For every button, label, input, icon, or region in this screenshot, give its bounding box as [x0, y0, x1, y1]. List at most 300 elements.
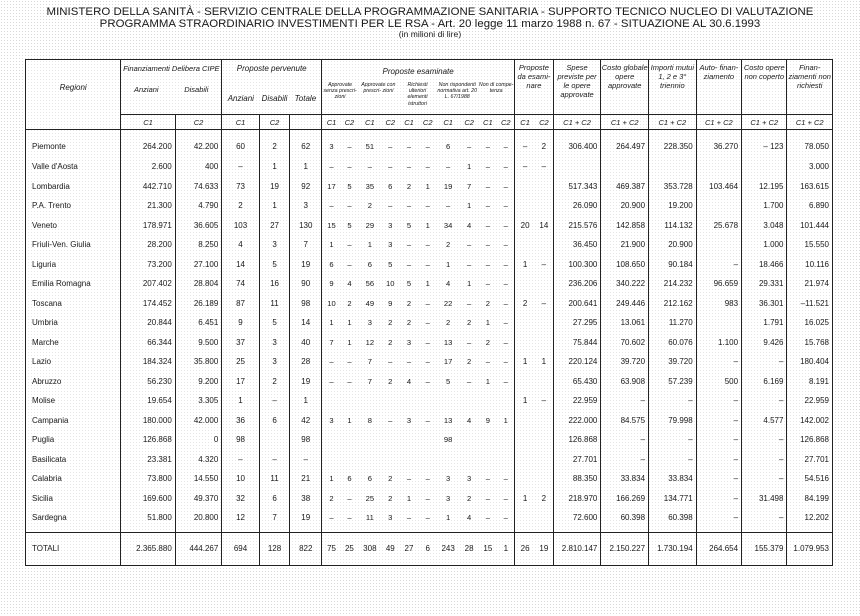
cell-nc-c2: – [503, 162, 508, 172]
header-code-empty [26, 115, 121, 130]
cell-pp-tot: 62 [290, 130, 322, 158]
header-proposte-pervenute [222, 60, 322, 115]
cell-nc-c1: – [485, 142, 490, 151]
header-code-c1: C1 [358, 115, 382, 130]
cell-ri-c2: – [425, 474, 430, 484]
cell-ac-c2: – [388, 162, 393, 172]
cell-costo: 84.575 [601, 411, 649, 431]
cell-nr-c1: 3 [446, 493, 451, 503]
cell-spese: 65.430 [553, 372, 601, 392]
cell-spese: 72.600 [553, 508, 601, 532]
cell-de-c2 [535, 196, 553, 216]
header-code-c2: C2 [535, 115, 553, 130]
cell-spese: 27.295 [553, 313, 601, 333]
cell-non-richiesti: 22.959 [787, 391, 833, 411]
cell-ac-c1: 308 [358, 532, 382, 565]
header-code-c1c2: C1 + C2 [601, 115, 649, 130]
header-richiesti: Richiesti ulteriori elementi istruttori [407, 82, 428, 107]
cell-ri-c1: 1 [406, 493, 412, 503]
cell-spese: 218.970 [553, 489, 601, 509]
cell-ac-c1 [358, 391, 382, 411]
cell-non-richiesti: 21.974 [787, 274, 833, 294]
cell-ri-c1: 2 [406, 181, 412, 191]
cell-de-c1 [515, 313, 535, 333]
cell-de-c1 [515, 333, 535, 353]
header-code-c1: C1 [399, 115, 419, 130]
cell-ri-c2: – [425, 142, 430, 151]
cell-pp-c1: 103 [222, 216, 259, 236]
cell-costo: 249.446 [601, 294, 649, 314]
cell-ac-c1: 51 [365, 142, 375, 151]
cell-de-c1: 1 [515, 489, 535, 509]
table-row [26, 196, 833, 216]
table-row [26, 157, 833, 177]
cell-as-c1 [322, 450, 341, 470]
cell-ri-c1: – [406, 474, 412, 484]
header-code-c2: C2 [419, 115, 436, 130]
cell-nc-c2 [497, 450, 514, 470]
cell-nr-c2: – [467, 259, 472, 269]
cell-non-coperto: 6.169 [742, 372, 787, 392]
cell-costo: 33.834 [601, 469, 649, 489]
cell-de-c2 [535, 235, 553, 255]
cell-pp-c2: 2 [259, 130, 290, 158]
header-code-c1: C1 [515, 115, 535, 130]
cell-fin-c2: 36.605 [175, 216, 222, 236]
header-importi-mutui: Importi mutui 1, 2 e 3° triennio [649, 60, 697, 115]
cell-nc-c1 [478, 430, 497, 450]
cell-region: Friuli-Ven. Giulia [32, 240, 91, 250]
cell-ac-c2: 3 [388, 220, 393, 230]
cell-ri-c1: – [406, 513, 412, 523]
cell-de-c1 [515, 450, 535, 470]
cell-nr-c2: 2 [467, 318, 472, 328]
cell-nc-c1: – [485, 181, 490, 191]
cell-auto: 25.678 [696, 216, 741, 236]
cell-non-coperto: 155.379 [742, 532, 787, 565]
cell-fin-c1: 178.971 [121, 216, 175, 236]
cell-as-c1: 6 [322, 255, 341, 275]
cell-fin-c2: 400 [175, 157, 222, 177]
cell-as-c2: – [347, 259, 352, 269]
cell-as-c2 [341, 450, 358, 470]
cell-ac-c2: 2 [388, 337, 393, 347]
cell-nr-c1: 34 [443, 220, 453, 230]
cell-de-c1: 2 [515, 294, 535, 314]
cell-ri-c1: 3 [406, 337, 412, 347]
cell-de-c2 [535, 450, 553, 470]
cell-ac-c2: – [388, 415, 393, 425]
cell-auto: – [696, 489, 741, 509]
cell-fin-c2: 4.320 [175, 450, 222, 470]
cell-fin-c2: 6.451 [175, 313, 222, 333]
cell-ri-c2 [419, 391, 436, 411]
cell-mutui: 1.730.194 [649, 532, 697, 565]
cell-nc-c2: – [503, 337, 508, 347]
cell-auto: – [696, 255, 741, 275]
cell-costo: 63.908 [601, 372, 649, 392]
cell-fin-c1: 28.200 [121, 235, 175, 255]
cell-non-richiesti: 6.890 [787, 196, 833, 216]
cell-pp-c1: 32 [222, 489, 259, 509]
cell-auto: 36.270 [696, 130, 741, 158]
header-pp-anziani: Anziani [227, 94, 254, 103]
cell-fin-c2: 4.790 [175, 196, 222, 216]
cell-pp-tot: 19 [290, 508, 322, 532]
cell-fin-c2: 0 [175, 430, 222, 450]
cell-auto: – [696, 430, 741, 450]
cell-pp-c2: – [259, 391, 290, 411]
cell-as-c2: 1 [347, 415, 352, 425]
cell-nc-c1: 1 [485, 376, 490, 386]
cell-ac-c2: 6 [388, 181, 393, 191]
cell-pp-c1: 14 [222, 255, 259, 275]
cell-costo: – [601, 391, 649, 411]
cell-fin-c2: 42.000 [175, 411, 222, 431]
cell-de-c1 [515, 411, 535, 431]
table-row [26, 216, 833, 236]
cell-fin-c2: 42.200 [175, 130, 222, 158]
cell-nr-c2: – [467, 376, 472, 386]
cell-fin-c2: 35.800 [175, 352, 222, 372]
table-row [26, 177, 833, 197]
cell-nc-c2: – [503, 220, 508, 230]
cell-fin-c1: 126.868 [121, 430, 175, 450]
cell-mutui: 60.398 [649, 508, 697, 532]
cell-fin-c2: 14.550 [175, 469, 222, 489]
cell-de-c1: 26 [515, 532, 535, 565]
cell-de-c1: 1 [515, 255, 535, 275]
table-body [26, 130, 833, 533]
table-row [26, 235, 833, 255]
cell-nr-c1: 2 [446, 318, 451, 328]
cell-ri-c2: – [425, 376, 430, 386]
cell-region: Liguria [32, 259, 57, 269]
cell-ri-c1: – [406, 142, 412, 151]
cell-de-c1: 1 [515, 352, 535, 372]
totals-row [26, 532, 833, 565]
cell-spese: 2.810.147 [553, 532, 601, 565]
cell-ac-c2 [382, 391, 399, 411]
cell-nc-c1: – [485, 357, 490, 367]
cell-pp-c2: 11 [259, 469, 290, 489]
cell-pp-c1: 74 [222, 274, 259, 294]
cell-ac-c2: 49 [382, 532, 399, 565]
cell-nr-c1: 13 [443, 337, 453, 347]
cell-fin-c1: 2.365.880 [121, 532, 175, 565]
cell-ac-c1: 29 [365, 220, 375, 230]
cell-nc-c1: 1 [485, 318, 490, 328]
cell-de-c2: – [541, 162, 547, 172]
cell-pp-c1: 73 [222, 177, 259, 197]
cell-spese [553, 157, 601, 177]
cell-de-c2 [535, 411, 553, 431]
cell-nr-c2: 4 [467, 415, 472, 425]
cell-nr-c2 [460, 430, 478, 450]
cell-non-coperto: 36.301 [742, 294, 787, 314]
cell-as-c1: – [322, 372, 341, 392]
cell-non-coperto: 29.331 [742, 274, 787, 294]
cell-ri-c1 [399, 450, 419, 470]
header-code-c2: C2 [341, 115, 358, 130]
cell-costo: 70.602 [601, 333, 649, 353]
cell-nr-c2: 1 [467, 279, 472, 289]
cell-spese: 517.343 [553, 177, 601, 197]
cell-auto: 264.654 [696, 532, 741, 565]
cell-non-coperto: 4.577 [742, 411, 787, 431]
cell-as-c2: 6 [347, 474, 352, 484]
cell-non-coperto: – [742, 469, 787, 489]
cell-non-coperto: 18.466 [742, 255, 787, 275]
cell-de-c1 [515, 430, 535, 450]
cell-de-c2: 19 [535, 532, 553, 565]
cell-pp-c1: – [222, 450, 259, 470]
title-line-1: MINISTERO DELLA SANITÀ - SERVIZIO CENTRALE DELLA PROGRAMMAZIONE SANITARIA - SUPPORTO TECNICO NUCLEO DI VALUTAZIONE [46, 6, 814, 18]
cell-ac-c1: 6 [367, 259, 372, 269]
cell-mutui: 20.900 [649, 235, 697, 255]
header-code-c1c2: C1 + C2 [787, 115, 833, 130]
cell-nc-c2: – [503, 493, 508, 503]
cell-ri-c1: – [406, 240, 412, 250]
cell-pp-c1: 36 [222, 411, 259, 431]
table-header [26, 60, 833, 130]
cell-fin-c2: 3.305 [175, 391, 222, 411]
cell-non-coperto: – [742, 352, 787, 372]
cell-non-coperto: 1.000 [742, 235, 787, 255]
cell-region: Campania [32, 415, 69, 425]
cell-as-c1: 10 [322, 294, 341, 314]
cell-pp-c2: 5 [259, 313, 290, 333]
cell-region: Lazio [32, 357, 52, 367]
cell-as-c1 [322, 430, 341, 450]
cell-non-coperto: 9.426 [742, 333, 787, 353]
cell-pp-c1: 2 [222, 196, 259, 216]
cell-as-c2: 25 [341, 532, 358, 565]
cell-pp-c2: 19 [259, 177, 290, 197]
cell-as-c1: – [322, 196, 341, 216]
cell-pp-c2: 11 [259, 294, 290, 314]
cell-pp-c1: 12 [222, 508, 259, 532]
cell-de-c2 [535, 313, 553, 333]
cell-non-richiesti: 10.116 [787, 255, 833, 275]
cell-ac-c1: 8 [367, 415, 372, 425]
cell-non-richiesti: 16.025 [787, 313, 833, 333]
cell-spese: 306.400 [553, 130, 601, 158]
title-line-2: PROGRAMMA STRAORDINARIO INVESTIMENTI PER LE RSA - Art. 20 legge 11 marzo 1988 n. 67 - SITUAZIONE AL 30.6.1993 [99, 18, 761, 30]
table-row [26, 508, 833, 532]
cell-de-c1: 1 [515, 391, 535, 411]
cell-as-c2: 5 [347, 220, 352, 230]
cell-non-coperto: 1.700 [742, 196, 787, 216]
cell-costo: 60.398 [601, 508, 649, 532]
cell-ri-c2: – [425, 415, 430, 425]
cell-spese: 215.576 [553, 216, 601, 236]
cell-fin-c1: 180.000 [121, 411, 175, 431]
cell-nr-c1: 3 [446, 474, 451, 484]
cell-pp-tot: 21 [290, 469, 322, 489]
cell-nc-c2: – [503, 201, 508, 211]
cell-as-c2: – [347, 240, 352, 250]
cell-region: Umbria [32, 318, 58, 328]
cell-de-c2 [535, 469, 553, 489]
header-code-c1: C1 [478, 115, 497, 130]
cell-fin-c2: 9.500 [175, 333, 222, 353]
cell-de-c2 [535, 333, 553, 353]
cell-ac-c1 [358, 450, 382, 470]
cell-pp-tot: 28 [290, 352, 322, 372]
document-title [0, 6, 860, 39]
header-code-c1: C1 [222, 115, 259, 130]
header-code-c2: C2 [259, 115, 290, 130]
cell-nr-c2: 4 [467, 220, 472, 230]
cell-ri-c1: 2 [406, 298, 412, 308]
cell-nc-c2: – [503, 279, 508, 289]
cell-region: Molise [32, 396, 56, 406]
cell-nr-c1: 1 [446, 513, 451, 523]
cell-pp-tot: – [290, 450, 322, 470]
cell-mutui: 33.834 [649, 469, 697, 489]
cell-ri-c1: 5 [406, 220, 412, 230]
cell-nc-c2: – [503, 142, 508, 151]
cell-non-coperto: – 123 [742, 130, 787, 158]
cell-mutui: – [649, 391, 697, 411]
cell-region: P.A. Trento [32, 201, 71, 211]
cell-pp-c2 [259, 430, 290, 450]
cell-mutui: – [649, 430, 697, 450]
cell-pp-c2: 6 [259, 411, 290, 431]
cell-de-c2 [535, 430, 553, 450]
cell-as-c2: 1 [347, 337, 352, 347]
cell-nr-c2: 2 [467, 357, 472, 367]
cell-nr-c2: – [467, 298, 472, 308]
cell-nr-c2: – [467, 240, 472, 250]
cell-de-c1 [515, 274, 535, 294]
cell-pp-tot: 19 [290, 372, 322, 392]
cell-nc-c2: – [503, 376, 508, 386]
cell-nr-c1 [436, 450, 460, 470]
cell-nr-c2: 3 [467, 474, 472, 484]
table-row [26, 391, 833, 411]
cell-de-c1 [515, 196, 535, 216]
cell-mutui: 79.998 [649, 411, 697, 431]
cell-costo: 469.387 [601, 177, 649, 197]
cell-ac-c2: 5 [388, 259, 393, 269]
table-row [26, 333, 833, 353]
cell-costo: 340.222 [601, 274, 649, 294]
cell-as-c2 [341, 391, 358, 411]
cell-non-coperto: 1.791 [742, 313, 787, 333]
cell-as-c1: 9 [322, 274, 341, 294]
cell-auto: – [696, 411, 741, 431]
cell-pp-tot: 98 [290, 430, 322, 450]
table-row [26, 313, 833, 333]
cell-nr-c2: 1 [467, 162, 472, 172]
cell-ri-c1: 2 [406, 318, 412, 328]
cell-costo: 13.061 [601, 313, 649, 333]
cell-nr-c2: 1 [467, 201, 472, 211]
cell-costo: – [601, 450, 649, 470]
table-row [26, 274, 833, 294]
cell-ri-c2: – [425, 513, 430, 523]
cell-as-c2 [341, 430, 358, 450]
cell-ri-c1: 27 [399, 532, 419, 565]
header-finanziamenti-non-richiesti: Finan- ziamenti non richiesti [787, 60, 833, 115]
cell-fin-c1: 19.654 [121, 391, 175, 411]
cell-nc-c2: – [503, 357, 508, 367]
header-code-c1c2: C1 + C2 [649, 115, 697, 130]
cell-fin-c1: 20.844 [121, 313, 175, 333]
cell-ac-c2 [382, 430, 399, 450]
cell-as-c1: – [322, 157, 341, 177]
cell-ri-c1: – [406, 162, 412, 172]
cell-fin-c1: 73.200 [121, 255, 175, 275]
cell-de-c2 [535, 372, 553, 392]
cell-nr-c2: 4 [467, 513, 472, 523]
cell-nc-c2: – [503, 240, 508, 250]
header-code-c1: C1 [322, 115, 341, 130]
cell-region: Veneto [32, 220, 57, 230]
cell-mutui: 228.350 [649, 130, 697, 158]
cell-as-c1: 1 [322, 313, 341, 333]
cell-ri-c2: 1 [425, 279, 430, 289]
cell-fin-c1: 264.200 [121, 130, 175, 158]
cell-region: Piemonte [32, 142, 66, 151]
cell-spese: 236.206 [553, 274, 601, 294]
cell-nr-c1: 1 [446, 259, 451, 269]
cell-nc-c1: – [485, 279, 490, 289]
cell-pp-c1: 9 [222, 313, 259, 333]
cell-costo: 108.650 [601, 255, 649, 275]
cell-mutui [649, 157, 697, 177]
cell-costo [601, 157, 649, 177]
cell-nr-c1: 22 [443, 298, 453, 308]
header-finanziamenti [121, 60, 222, 115]
cell-non-coperto: 12.195 [742, 177, 787, 197]
cell-region: Sicilia [32, 493, 53, 503]
cell-costo: – [601, 430, 649, 450]
cell-ac-c2: 2 [388, 318, 393, 328]
cell-ri-c2: – [425, 201, 430, 211]
cell-nc-c2: – [503, 474, 508, 484]
cell-fin-c2: 9.200 [175, 372, 222, 392]
cell-mutui: 212.162 [649, 294, 697, 314]
cell-non-richiesti: 15.550 [787, 235, 833, 255]
cell-non-richiesti: 126.868 [787, 430, 833, 450]
cell-spese: 27.701 [553, 450, 601, 470]
cell-de-c1: – [515, 130, 535, 158]
header-code-c1c2: C1 + C2 [553, 115, 601, 130]
cell-pp-c2: 16 [259, 274, 290, 294]
cell-fin-c1: 66.344 [121, 333, 175, 353]
cell-as-c1: – [322, 508, 341, 532]
header-code-empty [290, 115, 322, 130]
cell-non-richiesti: 3.000 [787, 157, 833, 177]
cell-nc-c2 [497, 391, 514, 411]
cell-nc-c1: 2 [485, 337, 490, 347]
cell-auto [696, 157, 741, 177]
cell-pp-c2: – [259, 450, 290, 470]
cell-de-c2: 14 [539, 220, 549, 230]
cell-pp-tot: 98 [290, 294, 322, 314]
cell-nr-c1: 98 [443, 435, 453, 445]
cell-region: Valle d'Aosta [32, 162, 78, 172]
cell-as-c1: 1 [322, 235, 341, 255]
cell-ri-c2: 1 [425, 220, 430, 230]
cell-fin-c1: 23.381 [121, 450, 175, 470]
cell-ac-c1: 7 [367, 376, 372, 386]
cell-pp-c2: 128 [259, 532, 290, 565]
cell-region: Marche [32, 337, 59, 347]
